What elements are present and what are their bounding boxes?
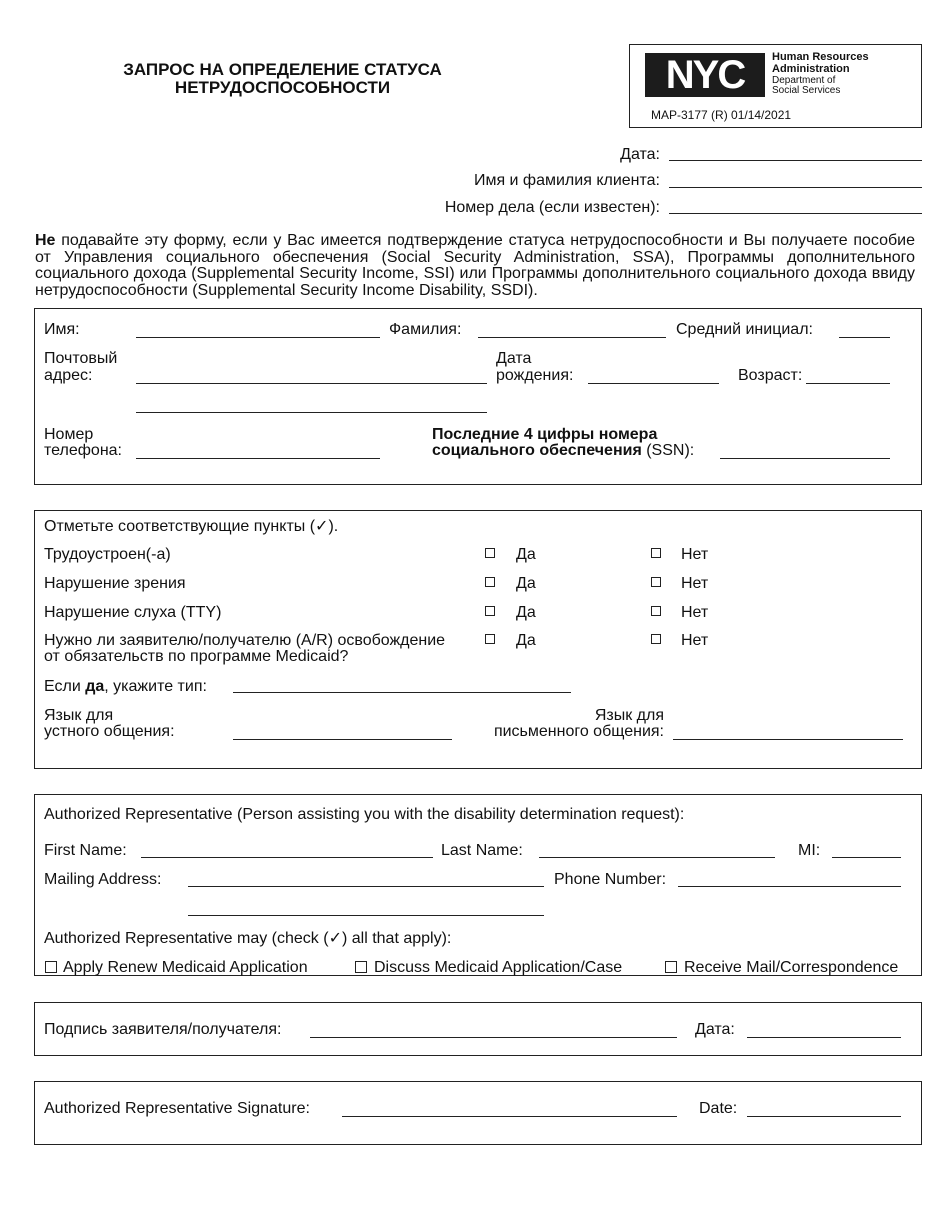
rep-heading: Authorized Representative (Person assisting you with the disability determination request):: [44, 806, 685, 823]
vision-yes-checkbox[interactable]: [485, 577, 495, 587]
oral-language-field[interactable]: [233, 739, 452, 740]
nyc-logo: NYC: [645, 53, 765, 97]
agency-line2: Administration: [772, 63, 850, 75]
exemption-no-checkbox[interactable]: [651, 634, 661, 644]
vision-no-checkbox[interactable]: [651, 577, 661, 587]
phone-field[interactable]: [136, 458, 380, 459]
apply-renew-label: Apply Renew Medicaid Application: [63, 959, 308, 976]
agency-line3: Department of: [772, 75, 836, 86]
case-number-field[interactable]: [669, 213, 922, 214]
exemption-no-label: Нет: [681, 632, 709, 649]
ssn-label-1: Последние 4 цифры номера: [432, 426, 658, 443]
rep-address-label: Mailing Address:: [44, 871, 162, 888]
receive-mail-checkbox[interactable]: [665, 961, 677, 973]
employed-no-label: Нет: [681, 546, 709, 563]
intro-bold: Не: [35, 232, 56, 249]
employed-no-checkbox[interactable]: [651, 548, 661, 558]
applicant-signature-label: Подпись заявителя/получателя:: [44, 1021, 282, 1038]
rep-address-field-2[interactable]: [188, 915, 544, 916]
age-field[interactable]: [806, 383, 890, 384]
vision-yes-label: Да: [516, 575, 536, 592]
client-name-field[interactable]: [669, 187, 922, 188]
if-yes-post: , укажите тип:: [104, 678, 207, 695]
q-exemption-line1: Нужно ли заявителю/получателю (A/R) освобождение: [44, 632, 446, 649]
written-lang-label-1: Язык для: [594, 707, 664, 724]
rep-mi-label: MI:: [798, 842, 821, 859]
first-name-field[interactable]: [136, 337, 380, 338]
rep-last-name-label: Last Name:: [441, 842, 523, 859]
address-field-2[interactable]: [136, 412, 487, 413]
if-yes-pre: Если: [44, 678, 86, 695]
middle-initial-label: Средний инициал:: [676, 321, 813, 338]
dob-field[interactable]: [588, 383, 719, 384]
middle-initial-field[interactable]: [839, 337, 890, 338]
intro-paragraph: [35, 233, 915, 299]
case-number-label: Номер дела (если известен):: [444, 199, 660, 216]
rep-signature-field[interactable]: [342, 1116, 677, 1117]
rep-signature-label: Authorized Representative Signature:: [44, 1100, 310, 1117]
discuss-case-checkbox[interactable]: [355, 961, 367, 973]
last-name-label: Фамилия:: [389, 321, 462, 338]
exemption-yes-label: Да: [516, 632, 536, 649]
rep-first-name-label: First Name:: [44, 842, 127, 859]
address-label-2: адрес:: [44, 367, 93, 384]
address-label-1: Почтовый: [44, 350, 118, 367]
dob-label-1: Дата: [496, 350, 532, 367]
rep-phone-label: Phone Number:: [554, 871, 667, 888]
q-exemption-line2: от обязательств по программе Medicaid?: [44, 648, 349, 665]
employed-yes-label: Да: [516, 546, 536, 563]
checks-instruction: Отметьте соответствующие пункты (✓).: [44, 518, 339, 535]
phone-label-2: телефона:: [44, 442, 122, 459]
if-yes-bold: да: [85, 678, 105, 695]
exemption-type-field[interactable]: [233, 692, 571, 693]
oral-lang-label-1: Язык для: [44, 707, 114, 724]
written-language-field[interactable]: [673, 739, 903, 740]
if-yes-label: [44, 678, 207, 695]
ssn-label-2: [432, 442, 694, 459]
page-title-line1: ЗАПРОС НА ОПРЕДЕЛЕНИЕ СТАТУСА: [123, 60, 442, 79]
ssn-label-rest: (SSN):: [641, 442, 695, 459]
applicant-signature-field[interactable]: [310, 1037, 677, 1038]
agency-line1: Human Resources: [772, 51, 869, 63]
client-name-label: Имя и фамилия клиента:: [473, 172, 660, 189]
form-code: MAP-3177 (R) 01/14/2021: [651, 108, 792, 122]
page-title-line2: НЕТРУДОСПОСОБНОСТИ: [174, 78, 391, 97]
dob-label-2: рождения:: [496, 367, 574, 384]
q-vision: Нарушение зрения: [44, 575, 186, 592]
date-field[interactable]: [669, 160, 922, 161]
phone-label-1: Номер: [44, 426, 94, 443]
ssn-label-bold: социального обеспечения: [432, 442, 642, 459]
written-lang-label-2: письменного общения:: [493, 723, 664, 740]
rep-sig-date-field[interactable]: [747, 1116, 901, 1117]
applicant-sig-date-label: Дата:: [695, 1021, 735, 1038]
hearing-yes-label: Да: [516, 604, 536, 621]
ssn-field[interactable]: [720, 458, 890, 459]
rep-sig-date-label: Date:: [699, 1100, 738, 1117]
hearing-yes-checkbox[interactable]: [485, 606, 495, 616]
agency-line4: Social Services: [772, 85, 841, 96]
rep-address-field-1[interactable]: [188, 886, 544, 887]
rep-phone-field[interactable]: [678, 886, 901, 887]
vision-no-label: Нет: [681, 575, 709, 592]
date-label: Дата:: [620, 146, 660, 163]
q-employed: Трудоустроен(-а): [44, 546, 171, 563]
agency-box: [629, 44, 922, 128]
applicant-sig-date-field[interactable]: [747, 1037, 901, 1038]
first-name-label: Имя:: [44, 321, 80, 338]
address-field-1[interactable]: [136, 383, 487, 384]
age-label: Возраст:: [738, 367, 803, 384]
employed-yes-checkbox[interactable]: [485, 548, 495, 558]
apply-renew-checkbox[interactable]: [45, 961, 57, 973]
rep-mi-field[interactable]: [832, 857, 901, 858]
exemption-yes-checkbox[interactable]: [485, 634, 495, 644]
hearing-no-label: Нет: [681, 604, 709, 621]
rep-first-name-field[interactable]: [141, 857, 433, 858]
receive-mail-label: Receive Mail/Correspondence: [684, 959, 899, 976]
oral-lang-label-2: устного общения:: [44, 723, 175, 740]
rep-may-check: Authorized Representative may (check (✓) all that apply):: [44, 930, 452, 947]
intro-text: подавайте эту форму, если у Вас имеется подтверждение статуса нетрудоспособности и Вы получаете пособие от Управления социального обеспечения (Social Security Administration, SSA), Программы дополнительного социального дохода (Supplemental Security Income, SSI) или Программы дополнительного социального дохода ввиду нетрудоспособности (Supplemental Security Income Disability, SSDI).: [35, 232, 915, 299]
last-name-field[interactable]: [478, 337, 666, 338]
discuss-case-label: Discuss Medicaid Application/Case: [374, 959, 623, 976]
q-hearing: Нарушение слуха (TTY): [44, 604, 222, 621]
hearing-no-checkbox[interactable]: [651, 606, 661, 616]
rep-last-name-field[interactable]: [539, 857, 775, 858]
